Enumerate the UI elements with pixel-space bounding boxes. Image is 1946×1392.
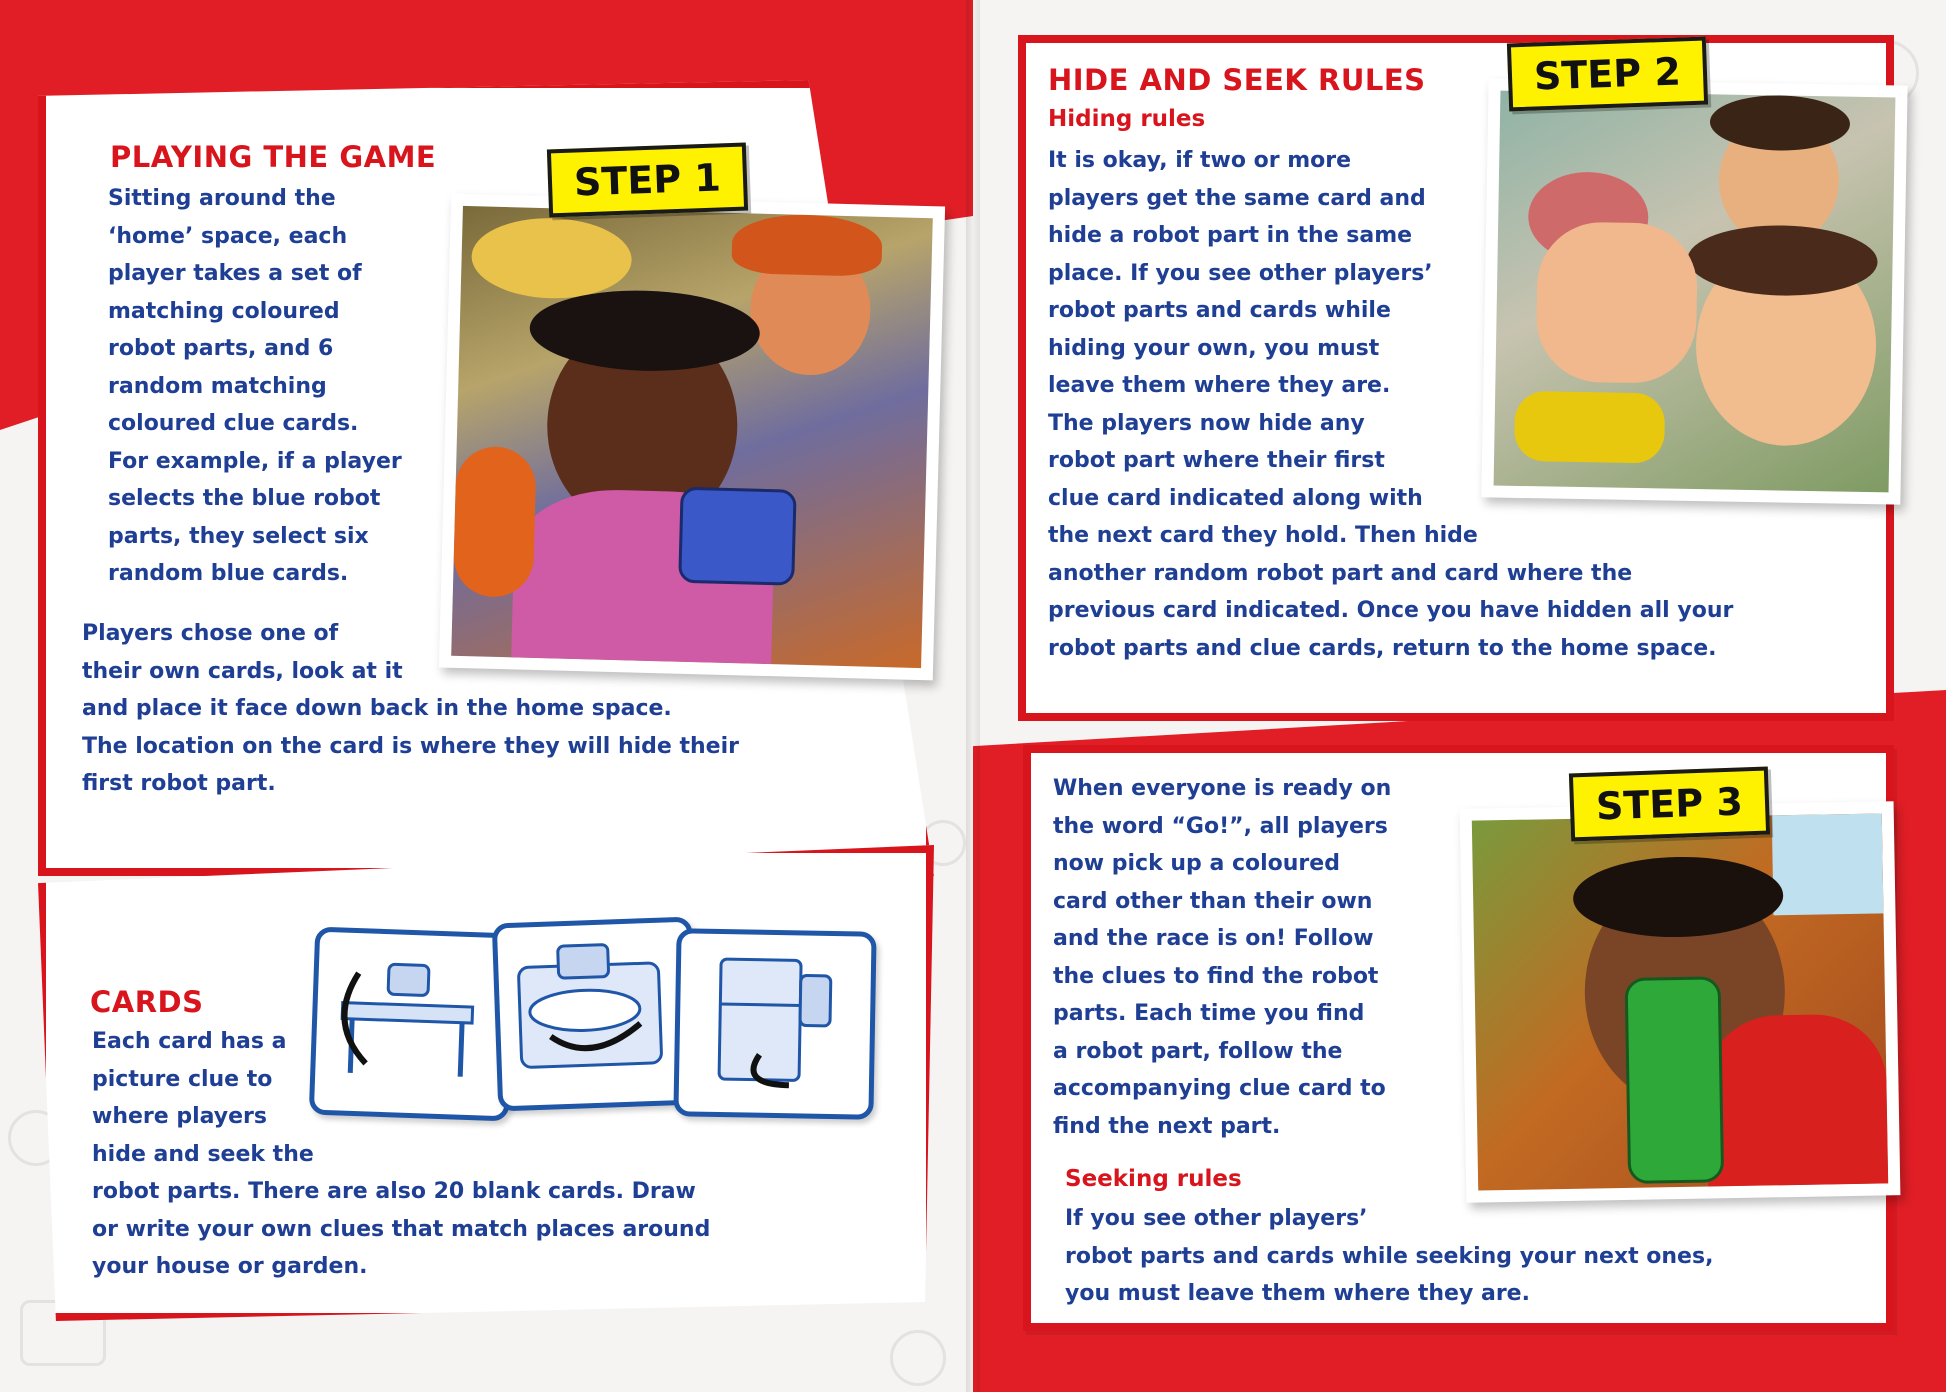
green-robot-part-shape — [1625, 976, 1725, 1184]
seeking-rules-subheading: Seeking rules — [1065, 1166, 1242, 1192]
chair-shape — [453, 446, 537, 598]
page-gutter — [966, 0, 980, 1392]
playing-heading: PLAYING THE GAME — [110, 140, 437, 174]
step1-badge: STEP 1 — [547, 143, 748, 218]
hand-shape — [1535, 221, 1698, 384]
nut-doodle-icon — [890, 1330, 946, 1386]
bed-clue-icon — [497, 922, 683, 1096]
playing-second-text: Players chose one of their own cards, look at it and place it face down back in the home space. The location on the card is where they will hide their first robot part. — [82, 621, 739, 796]
playing-intro-text: Sitting around the ‘home’ space, each player takes a set of matching coloured robot parts, and 6 random matching coloured clue cards. For example, if a player selects the blue robot parts, they select six random blue cards. — [108, 186, 402, 586]
right-page — [973, 0, 1946, 1392]
cards-text: Each card has a picture clue to where players hide and seek the robot parts. There are also 20 blank cards. Draw or write your own clues that match places around your house or garden. — [92, 1029, 711, 1279]
card-table-clue — [309, 927, 515, 1122]
fridge-clue-icon — [679, 933, 862, 1104]
race-text: When everyone is ready on the word “Go!”, all players now pick up a coloured card other than their own and the race is on! Follow the clues to find the robot parts. Each time you find a robot part, follow the accompanying clue card to find the next part. — [1053, 776, 1392, 1139]
step3-illustration — [1460, 801, 1901, 1203]
window-shape — [1772, 813, 1884, 915]
hiding-rules-subheading: Hiding rules — [1048, 106, 1206, 132]
step1-illustration — [439, 194, 945, 681]
step3-badge: STEP 3 — [1569, 767, 1770, 842]
card-fridge-clue — [673, 928, 876, 1119]
blue-robot-head-shape — [678, 487, 796, 586]
cards-heading: CARDS — [90, 985, 204, 1019]
table-clue-icon — [314, 932, 500, 1106]
seeking-rules-text: If you see other players’ robot parts and cards while seeking your next ones, you must leave them where they are. — [1065, 1206, 1714, 1306]
hiding-rules-text: It is okay, if two or more players get the same card and hide a robot part in the same place. If you see other players’ robot parts and cards while hiding your own, you must leave them where they are. The players now hide any robot part where their first clue card indicated along with the next card they hold. Then hide another random robot part and card where the previous card indicated. Once you have hidden all your robot parts and clue cards, return to the home space. — [1048, 148, 1734, 661]
hide-rules-heading: HIDE AND SEEK RULES — [1048, 63, 1426, 97]
step2-badge: STEP 2 — [1507, 37, 1708, 112]
boy-hair-shape — [731, 213, 883, 277]
card-bed-clue — [492, 917, 698, 1112]
yellow-robot-part-shape — [1514, 391, 1665, 464]
step2-illustration — [1481, 78, 1907, 504]
lamp-shape — [471, 216, 633, 300]
kid-shirt-shape — [1705, 1013, 1888, 1186]
girl-hair-shape — [529, 288, 761, 374]
